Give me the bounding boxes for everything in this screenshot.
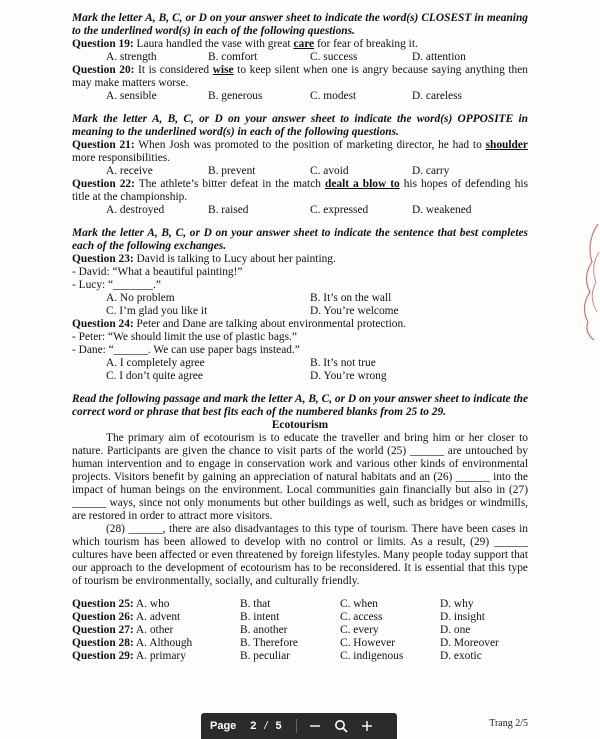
question-24: [72, 318, 528, 331]
q27-option-d: D. one: [440, 624, 471, 636]
passage-paragraph-1: The primary aim of ecotourism is to educate the traveller and bring him or her closer to nature. Participants are given the chance to visit parts of the world (25) ______ are untouched by human intervention and to engage in conservation work and various other kinds of environmental projects. Visitors benefit by gaining an appreciation of natural habitats and an (26) ______ into the impact of human beings on the environment. Local communities gain financially but also in (27) ______ ways, since not only monuments but other buildings as well, such as bridges or windmills, are restored in order to attract more visitors.: [72, 432, 528, 522]
q23-option-b: B. It’s on the wall: [310, 292, 392, 304]
q26-option-d: D. insight: [440, 611, 485, 623]
page-footer-number: Trang 2/5: [489, 718, 528, 729]
q28-option-b: B. Therefore: [240, 637, 298, 649]
q29-option-a: A. primary: [135, 650, 186, 662]
section4-instruction: Read the following passage and mark the letter A, B, C, or D on your answer sheet to indicate the correct word or phrase that best fits each of the numbered blanks from 25 to 29.: [72, 393, 528, 418]
q19-option-b: B. comfort: [208, 51, 258, 63]
q26-option-b: B. intent: [240, 611, 280, 623]
q25-option-d: D. why: [440, 598, 474, 610]
q29-option-c: C. indigenous: [340, 650, 404, 662]
q21-text-after: more responsibilities.: [72, 152, 171, 164]
zoom-fit-button[interactable]: [333, 718, 349, 734]
q20-keyword: wise: [212, 64, 234, 76]
q24-label: Question 24:: [72, 318, 134, 330]
q21-label: Question 21:: [72, 139, 135, 151]
q20-option-b: B. generous: [208, 90, 263, 102]
q23-option-a: A. No problem: [106, 292, 175, 304]
q29-option-d: D. exotic: [440, 650, 482, 662]
q22-options: [72, 204, 528, 217]
answer-row-29-a: [72, 650, 240, 663]
q28-option-a: A. Although: [135, 637, 193, 649]
q26-option-c: C. access: [340, 611, 383, 623]
q24-text: Peter and Dane are talking about environmental protection.: [133, 318, 407, 330]
q23-dialogue-1: - David: “What a beautiful painting!”: [72, 266, 243, 278]
answer-row-28-a: [72, 637, 240, 650]
question-20: [72, 64, 528, 90]
minus-icon: [309, 720, 321, 732]
section3-instruction: Mark the letter A, B, C, or D on your answer sheet to indicate the sentence that best completes each of the following exchanges.: [72, 227, 528, 252]
q24-option-b: B. It’s not true: [310, 357, 376, 369]
section1-instruction: Mark the letter A, B, C, or D on your answer sheet to indicate the word(s) CLOSEST in meaning to the underlined word(s) in each of the following questions.: [72, 12, 528, 37]
q22-label: Question 22:: [72, 178, 135, 190]
q29-option-b: B. peculiar: [240, 650, 290, 662]
section2-instruction: Mark the letter A, B, C, or D on your answer sheet to indicate the word(s) OPPOSITE in meaning to the underlined word(s) in each of the following questions.: [72, 113, 528, 138]
q20-text-after: to keep silent when one is angry because saying anything then may make matters worse.: [72, 64, 528, 89]
q29-label: Question 29:: [72, 650, 134, 662]
zoom-out-button[interactable]: [307, 718, 323, 734]
q23-dialogue-2: - Lucy: “_______.”: [72, 279, 161, 291]
magnifier-icon: [334, 719, 348, 733]
q24-dialogue-1: - Peter: “We should limit the use of plastic bags.”: [72, 331, 297, 343]
q24-options-row2: [72, 370, 528, 383]
q20-label: Question 20:: [72, 64, 135, 76]
q19-option-c: C. success: [310, 51, 358, 63]
q22-text-after: his hopes of defending his title at the championship.: [72, 178, 528, 203]
q25-label: Question 25:: [72, 598, 134, 610]
q23-options-row2: [72, 305, 528, 318]
q21-option-a: A. receive: [106, 165, 153, 177]
q24-option-a: A. I completely agree: [106, 357, 205, 369]
q24-dialogue-2: - Dane: “______. We can use paper bags instead.”: [72, 344, 300, 356]
pdf-viewer-toolbar: [201, 713, 397, 739]
q21-option-b: B. prevent: [208, 165, 256, 177]
q21-text-before: When Josh was promoted to the position of marketing director, he had to: [134, 139, 486, 151]
q23-label: Question 23:: [72, 253, 134, 265]
q23-option-d: D. You’re welcome: [310, 305, 399, 317]
q23-options-row1: [72, 292, 528, 305]
q25-option-c: C. when: [340, 598, 378, 610]
q22-option-d: D. weakened: [412, 204, 472, 216]
q21-option-c: C. avoid: [310, 165, 349, 177]
q22-option-c: C. expressed: [310, 204, 369, 216]
q24-option-c: C. I don’t quite agree: [106, 370, 203, 382]
q19-keyword: care: [293, 38, 315, 50]
q19-option-d: D. attention: [412, 51, 466, 63]
q20-option-c: C. modest: [310, 90, 357, 102]
q21-option-d: D. carry: [412, 165, 450, 177]
q21-options: [72, 165, 528, 178]
q19-text-after: for fear of breaking it.: [314, 38, 418, 50]
q28-option-d: D. Moreover: [440, 637, 499, 649]
document-page: [72, 12, 528, 663]
current-page-input[interactable]: 2: [250, 719, 257, 732]
q22-option-b: B. raised: [208, 204, 249, 216]
plus-icon: [361, 720, 373, 732]
passage-title: Ecotourism: [271, 419, 329, 431]
zoom-in-button[interactable]: [359, 718, 375, 734]
answer-row-27-a: [72, 624, 240, 637]
q27-option-c: C. every: [340, 624, 379, 636]
q22-text-before: The athlete’s bitter defeat in the match: [134, 178, 325, 190]
q23-text: David is talking to Lucy about her painting.: [133, 253, 336, 265]
question-23: [72, 253, 528, 266]
q28-label: Question 28:: [72, 637, 134, 649]
q21-keyword: shoulder: [485, 139, 528, 151]
q20-options: [72, 90, 528, 103]
passage-paragraph-2: (28) ______, there are also disadvantages to this type of tourism. There have been cases in which tourism has been allowed to develop with no control or limits. As a result, (29) ______ cultures have been affected or even threatened by foreign lifestyles. Many people today support that our approach to the development of ecotourism has to be reconsidered. It is essential that this type of tourism be environmentally, socially, and culturally friendly.: [72, 523, 528, 587]
q27-option-b: B. another: [240, 624, 288, 636]
q20-option-a: A. sensible: [106, 90, 157, 102]
q24-options-row1: [72, 357, 528, 370]
red-stamp-mark: [578, 222, 600, 342]
q25-option-b: B. that: [240, 598, 271, 610]
page-separator: /: [264, 719, 268, 732]
q23-option-c: C. I’m glad you like it: [106, 305, 208, 317]
question-19: [72, 38, 528, 51]
answer-options-table: [72, 598, 528, 663]
q26-option-a: A. advent: [135, 611, 181, 623]
question-22: [72, 178, 528, 204]
toolbar-divider: [296, 719, 297, 733]
q26-label: Question 26:: [72, 611, 134, 623]
q25-option-a: A. who: [135, 598, 170, 610]
q20-text-before: It is considered: [134, 64, 213, 76]
q22-option-a: A. destroyed: [106, 204, 165, 216]
q27-label: Question 27:: [72, 624, 134, 636]
q19-label: Question 19:: [72, 38, 134, 50]
q19-option-a: A. strength: [106, 51, 157, 63]
q27-option-a: A. other: [135, 624, 174, 636]
q28-option-c: C. However: [340, 637, 396, 649]
answer-row-25-a: [72, 598, 240, 611]
q22-keyword: dealt a blow to: [324, 178, 400, 190]
question-21: [72, 139, 528, 165]
q19-options: [72, 51, 528, 64]
q19-text-before: Laura handled the vase with great: [133, 38, 294, 50]
page-label: Page: [210, 719, 237, 732]
answer-row-26-a: [72, 611, 240, 624]
q24-option-d: D. You’re wrong: [310, 370, 387, 382]
q20-option-d: D. careless: [412, 90, 462, 102]
total-pages: 5: [275, 719, 282, 732]
